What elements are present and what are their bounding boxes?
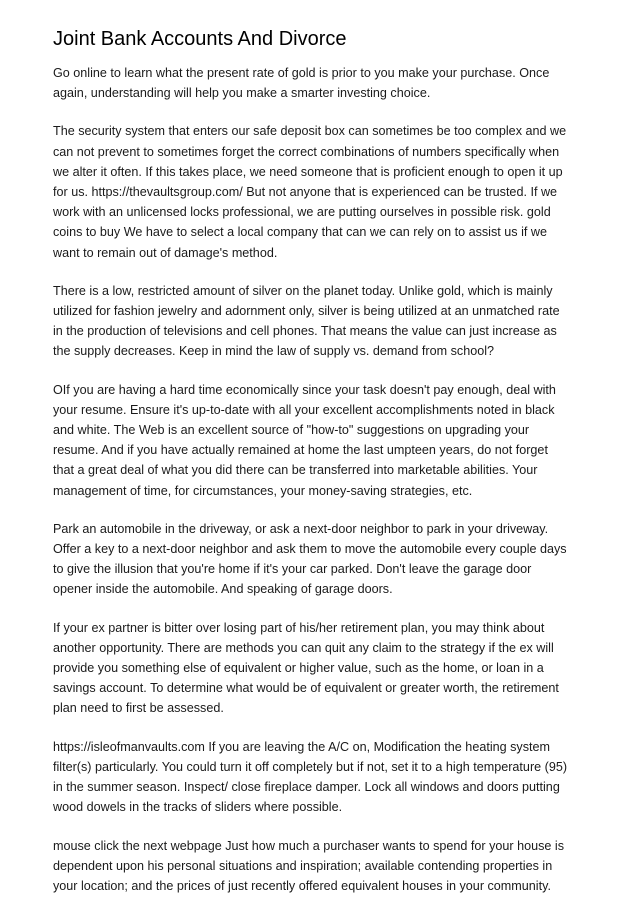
text-line: Go online to learn what the present rate of gold is prior to you make your purchase. Once	[53, 66, 550, 80]
paragraph	[53, 737, 578, 818]
paragraph	[53, 121, 578, 262]
document-title: Joint Bank Accounts And Divorce	[53, 28, 347, 50]
text-line: https://isleofmanvaults.com If you are leaving the A/C on, Modification the heating system	[53, 739, 551, 754]
text-line: in the production of televisions and cell phones. That means the value can just increase as	[53, 324, 557, 339]
text-line: management of time, for circumstances, your money-saving strategies, etc.	[53, 483, 473, 498]
text-line: utilized for fashion jewelry and adornment only, silver is being utilized at an unmatched rate	[53, 304, 560, 319]
text-line: we alter it often. If this takes place, we need someone that is proficient enough to open it up	[53, 164, 563, 179]
paragraph	[53, 836, 578, 897]
text-line: plan need to first be assessed.	[53, 701, 224, 716]
text-line: the supply decreases. Keep in mind the law of supply vs. demand from school?	[53, 344, 495, 359]
text-line: OIf you are having a hard time economically since your task doesn't pay enough, deal with	[53, 382, 556, 397]
text-line: another opportunity. There are methods you can quit any claim to the strategy if the ex will	[53, 640, 554, 655]
text-line: again, understanding will help you make a smarter investing choice.	[53, 86, 431, 101]
text-line: opener inside the automobile. And speaking of garage doors.	[53, 582, 393, 597]
text-line: work with an unlicensed locks professional, we are putting ourselves in possible risk. gold	[53, 205, 551, 220]
text-line: Park an automobile in the driveway, or ask a next-door neighbor to park in your driveway.	[53, 521, 549, 536]
text-line: resume. And if you have actually remained at home the last umpteen years, do not forget	[53, 443, 548, 458]
paragraph	[53, 519, 578, 600]
text-line: mouse click the next webpage Just how much a purchaser wants to spend for your house is	[53, 838, 565, 853]
paragraph	[53, 281, 578, 362]
text-line: provide you something else of equivalent or higher value, such as the home, or loan in a	[53, 661, 544, 676]
text-line: filter(s) particularly. You could turn it off completely but if not, set it to a high temperature (95)	[53, 759, 568, 774]
text-line: want to remain out of damage's method.	[53, 245, 278, 260]
text-line: dependent upon his personal situations and inspiration; available contending properties in	[53, 858, 553, 873]
text-line: The security system that enters our safe deposit box can sometimes be too complex and we	[53, 124, 567, 139]
text-line: for us. https://thevaultsgroup.com/ But not anyone that is experienced can be trusted. If we	[53, 185, 558, 200]
text-line: and white. The Web is an excellent source of "how-to" suggestions on upgrading your	[53, 423, 530, 438]
paragraph	[53, 63, 578, 103]
text-line: can not prevent to sometimes forget the correct combinations of numbers specifically when	[53, 144, 560, 159]
text-line: If your ex partner is bitter over losing part of his/her retirement plan, you may think about	[53, 620, 545, 635]
text-line: wood dowels in the tracks of sliders where possible.	[53, 800, 343, 815]
text-line: in the summer season. Inspect/ close fireplace damper. Lock all windows and doors putting	[53, 780, 560, 795]
text-line: your resume. Ensure it's up-to-date with all your excellent accomplishments noted in black	[53, 402, 555, 417]
text-line: to give the illusion that you're home if it's your car parked. Don't leave the garage door	[53, 562, 532, 577]
text-line: coins to buy We have to select a local company that can we can rely on to assist us if we	[53, 225, 547, 240]
text-line: savings account. To determine what would be of equivalent or greater worth, the retirement	[53, 681, 559, 696]
paragraph	[53, 618, 578, 719]
text-line: your location; and the prices of just recently offered equivalent houses in your community.	[53, 878, 551, 893]
text-line: Offer a key to a next-door neighbor and ask them to move the automobile every couple days	[53, 542, 567, 557]
text-line: There is a low, restricted amount of silver on the planet today. Unlike gold, which is mainly	[53, 283, 553, 298]
document-body	[53, 63, 578, 896]
paragraph	[53, 380, 578, 501]
text-line: that a great deal of what you did there can be transferred into marketable abilities. Your	[53, 463, 538, 478]
